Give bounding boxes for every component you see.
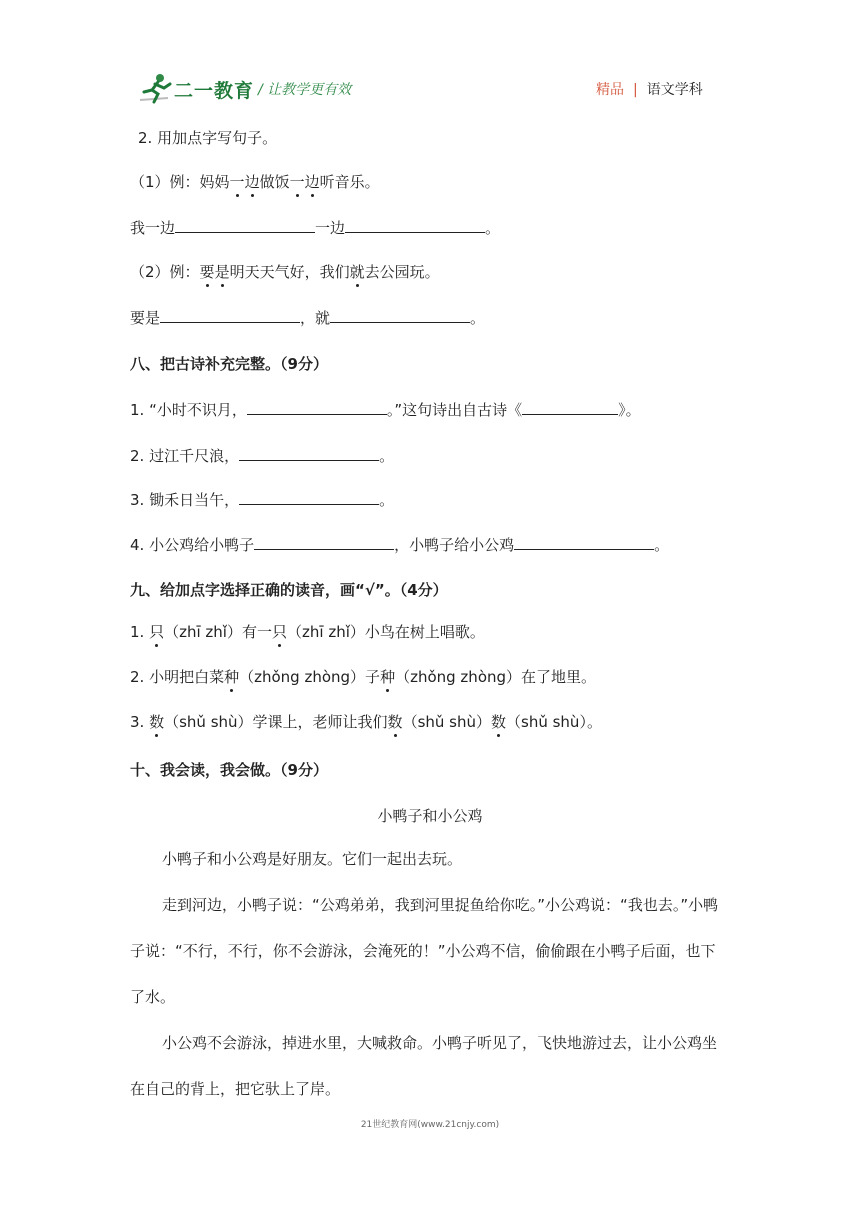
poem-q3: 3. 锄禾日当午， 。 (130, 491, 395, 509)
blank[interactable] (514, 535, 654, 550)
section-8-heading: 八、把古诗补充完整。（9分） (130, 355, 328, 373)
pinyin-q3: 3. 数（shǔ shù）学课上，老师让我们数（shǔ shù）数（shǔ shù）。 (130, 713, 602, 731)
blank[interactable] (522, 400, 618, 415)
pinyin-q2: 2. 小明把白菜种（zhǒng zhòng）子种（zhǒng zhòng）在了地里。 (130, 668, 597, 686)
fill-line-2: 要是 ，就 。 (130, 309, 486, 327)
quality-tag: 精品 (596, 82, 624, 98)
blank[interactable] (330, 308, 470, 323)
fill-line-1: 我一边 一边 。 (130, 219, 501, 237)
story-title: 小鸭子和小公鸡 (377, 807, 483, 825)
example-1: （1）例：妈妈一边做饭一边听音乐。 (130, 173, 380, 191)
blank[interactable] (239, 490, 379, 505)
poem-q2: 2. 过江千尺浪， 。 (130, 447, 395, 465)
q2-title: 2. 用加点字写句子。 (138, 129, 278, 147)
section-10-heading: 十、我会读，我会做。（9分） (130, 761, 328, 779)
header-separator: | (633, 82, 638, 98)
subject-label: 语文学科 (646, 82, 703, 98)
story-paragraph-3: 小公鸡不会游泳，掉进水里，大喊救命。小鸭子听见了，飞快地游过去，让小公鸡坐在自己的背上，把它驮上了岸。 (130, 1034, 718, 1098)
story-paragraph-2: 走到河边，小鸭子说：“公鸡弟弟，我到河里捉鱼给你吃。”小公鸡说：“我也去。”小鸭子说：“不行，不行，你不会游泳，会淹死的！”小公鸡不信，偷偷跟在小鸭子后面，也下了水。 (130, 896, 719, 1006)
blank[interactable] (160, 308, 300, 323)
blank[interactable] (345, 218, 485, 233)
blank[interactable] (239, 446, 379, 461)
pinyin-q1: 1. 只（zhī zhǐ）有一只（zhī zhǐ）小鸟在树上唱歌。 (130, 623, 485, 641)
brand-name: 二一教育 (174, 80, 255, 102)
footer-source: 21世纪教育网(www.21cnjy.com) (360, 1120, 500, 1130)
poem-q1: 1. “小时不识月， 。”这句诗出自古诗《 》。 (130, 401, 641, 419)
blank[interactable] (175, 218, 315, 233)
story-paragraph-1: 小鸭子和小公鸡是好朋友。它们一起出去玩。 (162, 850, 463, 868)
blank[interactable] (254, 535, 394, 550)
blank[interactable] (247, 400, 387, 415)
example-2: （2）例：要是明天天气好，我们就去公园玩。 (130, 263, 440, 281)
brand-slogan: / 让教学更有效 (258, 82, 352, 98)
section-9-heading: 九、给加点字选择正确的读音，画“√”。（4分） (130, 581, 448, 599)
poem-q4: 4. 小公鸡给小鸭子 ，小鸭子给小公鸡 。 (130, 536, 670, 554)
header-subject (596, 79, 703, 99)
